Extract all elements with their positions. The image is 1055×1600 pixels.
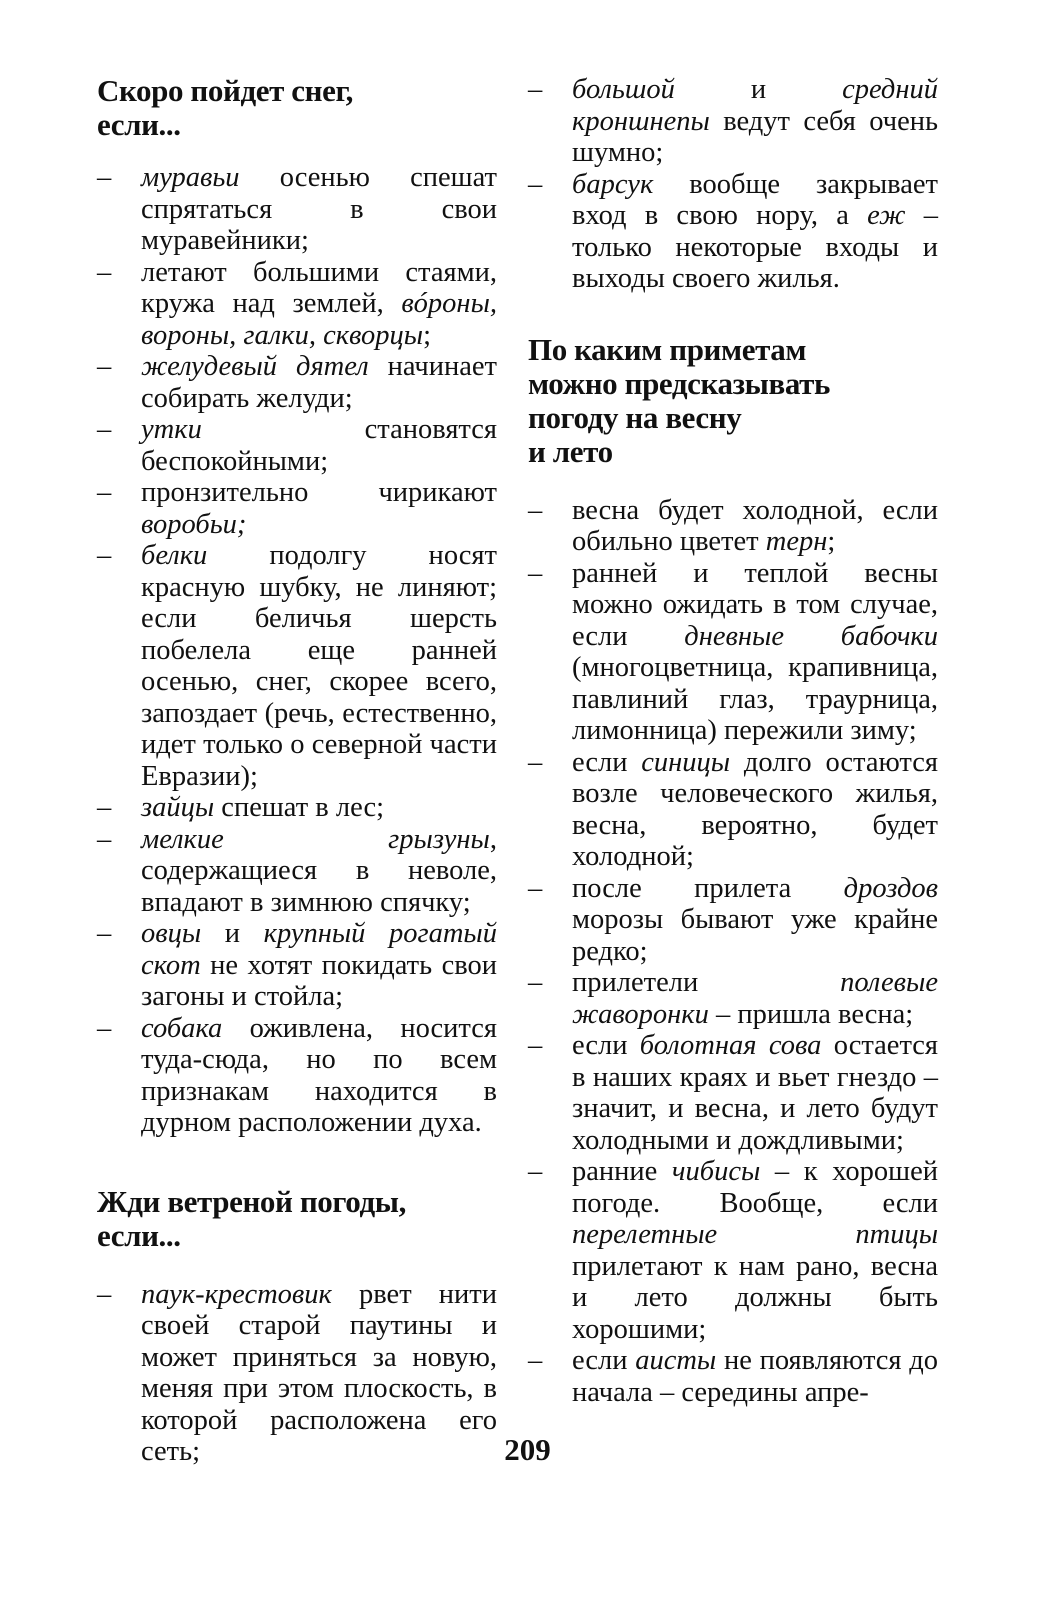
item-text: ранние (572, 1156, 672, 1187)
sign-list (528, 74, 938, 295)
item-text: после прилета (572, 872, 844, 904)
right-column (528, 72, 938, 1408)
item-text: ; (423, 319, 432, 351)
section-heading: Скоро пойдет снег, если... (97, 73, 353, 142)
item-text: становятся беспокойными; (141, 414, 497, 477)
item-text: ранней и теплой весны можно ожидать в том случае, если (572, 557, 938, 652)
item-text: вообще закрывает вход в свою нору, а (572, 168, 938, 231)
italic-term: дневные бабочки (684, 620, 938, 652)
item-text: спешат в лес; (214, 792, 385, 823)
list-item (528, 558, 938, 747)
dash-marker: – (97, 540, 112, 571)
list-item (97, 1013, 497, 1139)
item-text: ведут себя очень шумно; (572, 105, 938, 168)
sign-list (97, 162, 497, 1139)
item-text: – к хорошей погоде. Вообще, если (572, 1156, 938, 1219)
list-item (528, 1030, 938, 1156)
list-item (528, 1156, 938, 1345)
italic-term: полевые жаворонки (572, 967, 938, 1030)
dash-marker: – (97, 162, 112, 193)
item-text: подолгу носят красную шубку, не линяют; если беличья шерсть побелела еще ранней осенью, снег, скорее всего, запоздает (речь, естественно, идет только о северной части Евразии); (141, 540, 497, 792)
item-text: прилетели (572, 967, 841, 998)
dash-marker: – (97, 351, 112, 382)
section-heading: Жди ветреной погоды, если... (97, 1183, 406, 1253)
list-item (528, 1345, 938, 1408)
item-text: морозы бывают уже крайне редко; (572, 904, 938, 967)
italic-term: болотная сова (639, 1030, 822, 1061)
italic-term: барсук (572, 168, 654, 200)
list-item (528, 169, 938, 295)
item-text: если (572, 1345, 636, 1376)
item-text: ; (827, 526, 836, 557)
italic-term: большой (572, 74, 675, 105)
italic-term: вóроны, вороны, галки, скворцы (141, 288, 497, 351)
list-item (97, 162, 497, 257)
item-text: рвет нити своей старой паутины и может приняться за новую, меняя при этом плоскость, в которой расположена его сеть; (141, 1278, 497, 1467)
item-text: долго остаются возле человеческого жилья, весна, вероятно, будет холодной; (572, 746, 938, 872)
item-text: осенью спешат спрятаться в свои муравейники; (141, 162, 497, 256)
item-text: – только некоторые входы и выходы своего жилья. (572, 200, 938, 294)
dash-marker: – (528, 872, 543, 904)
italic-term: дроздов (843, 872, 938, 904)
item-text: (многоцветница, крапивница, павлиний глаз, траурница, лимонница) пережили зиму; (572, 652, 938, 746)
dash-marker: – (528, 967, 543, 998)
left-column (97, 72, 497, 1468)
list-item (528, 74, 938, 169)
italic-term: чибисы (671, 1156, 761, 1187)
list-item (97, 477, 497, 540)
italic-term: средний кроншнепы (572, 74, 938, 137)
dash-marker: – (528, 746, 543, 778)
list-item (97, 257, 497, 352)
italic-term: перелетные птицы (572, 1219, 938, 1250)
italic-term: воробьи; (141, 508, 247, 540)
italic-term: паук-крестовик (141, 1278, 332, 1310)
dash-marker: – (97, 414, 112, 445)
dash-marker: – (97, 256, 112, 288)
list-item (97, 918, 497, 1013)
item-text: пронзительно чирикают (141, 477, 497, 508)
dash-marker: – (528, 168, 543, 200)
list-item (528, 873, 938, 968)
item-text: прилетают к нам рано, весна и лето должны быть хорошими; (572, 1250, 938, 1345)
italic-term: утки (141, 414, 202, 445)
dash-marker: – (528, 74, 543, 105)
item-text: остается в наших краях и вьет гнездо – значит, и весна, и лето будут холодными и дождливыми; (572, 1030, 939, 1156)
list-item (97, 351, 497, 414)
dash-marker: – (528, 1345, 543, 1376)
item-text: , содержащиеся в неволе, впадают в зимнюю спячку; (141, 823, 497, 918)
section-heading: По каким приметам можно предсказывать погоду на весну и лето (528, 331, 830, 469)
italic-term: белки (141, 540, 208, 571)
list-item (528, 495, 938, 558)
page-number: 209 (504, 1432, 551, 1467)
italic-term: еж (867, 200, 906, 231)
italic-term: синицы (641, 746, 731, 778)
italic-term: аисты (635, 1345, 717, 1376)
italic-term: муравьи (141, 162, 240, 193)
dash-marker: – (528, 494, 543, 526)
dash-marker: – (528, 1030, 543, 1061)
italic-term: зайцы (141, 792, 215, 823)
dash-marker: – (97, 823, 112, 855)
italic-term: желудевый дятел (141, 351, 369, 382)
dash-marker: – (97, 477, 112, 508)
dash-marker: – (528, 557, 543, 589)
italic-term: овцы (141, 918, 202, 949)
dash-marker: – (97, 792, 112, 823)
dash-marker: – (528, 1156, 543, 1187)
item-text: – пришла весна; (708, 998, 914, 1030)
italic-term: терн (765, 526, 828, 557)
dash-marker: – (97, 1012, 112, 1044)
item-text: не хотят покидать свои загоны и стойла; (141, 949, 497, 1012)
list-item (97, 540, 497, 792)
list-item (528, 967, 938, 1030)
list-item (97, 792, 497, 824)
item-text: и (674, 74, 843, 105)
dash-marker: – (97, 1278, 112, 1310)
item-text: весна будет холодной, если обильно цветет (572, 494, 938, 557)
item-text: не появляются до начала – середины апре- (572, 1345, 939, 1408)
list-item (528, 747, 938, 873)
item-text: оживлена, носится туда-сюда, но по всем признакам находится в дурном расположении духа. (141, 1012, 497, 1138)
list-item (97, 414, 497, 477)
item-text: начинает собирать желуди; (141, 351, 497, 414)
item-text: летают большими стаями, кружа над землей, (141, 256, 497, 319)
list-item (97, 824, 497, 919)
dash-marker: – (97, 918, 112, 949)
italic-term: крупный рогатый скот (141, 918, 497, 981)
item-text: если (572, 746, 642, 778)
item-text: и (201, 918, 264, 949)
italic-term: собака (141, 1012, 223, 1044)
italic-term: мелкие грызуны (141, 823, 490, 855)
sign-list (528, 495, 938, 1409)
item-text: если (572, 1030, 640, 1061)
